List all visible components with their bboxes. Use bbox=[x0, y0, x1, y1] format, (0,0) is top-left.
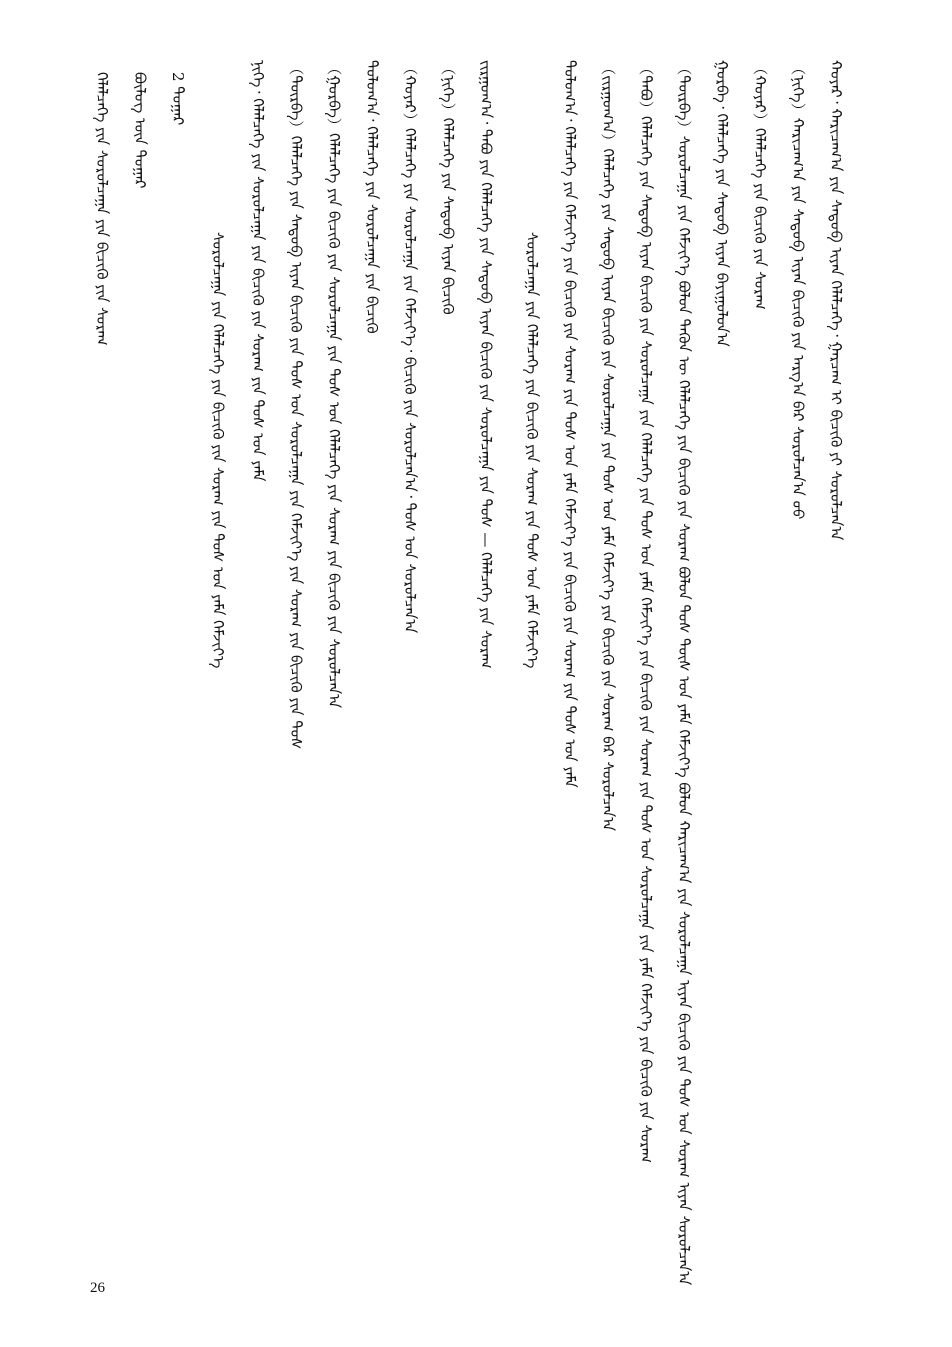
text-line-8: ᠳᠣᠯᠣᠭ᠎ᠠ᠂ ᠬᠡᠯᠡᠯᠴᠡᠭᠡ ᠶᠢᠨ ᠬᠡᠮᠵᠢᠶ᠎ᠡ ᠶᠢᠨ ᠪᠢᠴᠢᠬᠦ ᠶᠢᠨ ᠰᠤᠷᠠᠭ ᠶᠢᠨ ᠲᠤᠰ ᠤᠨ ᠶᠠᠮᠠ ᠬᠡᠮᠵᠢᠶ᠎ᠡ ᠶᠢᠨ ᠪᠢᠴᠢᠬᠦ ᠶᠢᠨ ᠰᠤᠷᠠᠭ ᠶᠢᠨ ᠲᠤᠰ ᠤᠨ ᠶᠠᠮᠠ bbox=[561, 60, 579, 788]
page-number: 26 bbox=[90, 1280, 105, 1296]
text-line-17: ᠰᠤᠷᠤᠯᠴᠠᠭᠠ ᠶᠢᠨ ᠬᠡᠯᠡᠯᠴᠡᠭᠡ ᠶᠢᠨ ᠪᠢᠴᠢᠬᠦ ᠶᠢᠨ ᠰᠤᠷᠠᠭ ᠶᠢᠨ ᠲᠤᠰ ᠤᠨ ᠶᠠᠮᠠ ᠬᠡᠮᠵᠢᠶ᠎ᠡ bbox=[209, 232, 227, 669]
text-line-12: （ᠬᠣᠶᠠᠷ）ᠬᠡᠯᠡᠯᠴᠡᠭᠡ ᠶᠢᠨ ᠰᠤᠷᠤᠯᠴᠠᠭᠠ ᠶᠢᠨ ᠬᠡᠮᠵᠢᠶ᠎ᠡ᠂ ᠪᠢᠴᠢᠬᠦ ᠶᠢᠨ ᠰᠤᠷᠤᠯᠴᠠᠨ᠎ᠠ᠂ ᠲᠤᠰ ᠤᠨ ᠰᠤᠷᠤᠯᠴᠠᠨ᠎ᠠ bbox=[401, 60, 419, 634]
chapter-title: ᠬᠡᠯᠡᠯᠴᠡᠭᠡ ᠶᠢᠨ ᠰᠤᠷᠤᠯᠴᠠᠭᠠ ᠶᠢᠨ ᠪᠢᠴᠢᠬᠦ ᠶᠢᠨ ᠰᠤᠷᠠᠭ bbox=[93, 72, 111, 346]
chapter-label: ᠪᠦᠯᠦᠭ ᠦᠨ ᠳᠤᠭᠠᠷ bbox=[131, 72, 149, 189]
text-line-7: （ᠵᠢᠷᠭᠤᠭ᠎ᠠ）ᠬᠡᠯᠡᠯᠴᠡᠭᠡ ᠶᠢᠨ ᠰᠡᠳᠦᠪ ᠢᠶᠡᠨ ᠪᠢᠴᠢᠬᠦ ᠶᠢᠨ ᠰᠤᠷᠤᠯᠴᠠᠭᠠ ᠶᠢᠨ ᠲᠤᠰ ᠤᠨ ᠶᠠᠮᠠ ᠬᠡᠮᠵᠢᠶ᠎ᠡ ᠶᠢᠨ ᠪᠢᠴᠢᠬᠦ ᠶᠢᠨ ᠰᠤᠷᠠᠭ ᠪᠠᠷ ᠰᠤᠷᠤᠯᠴᠠᠨ᠎ᠠ bbox=[599, 60, 617, 832]
chapter-number: 2 ᠳᠤᠭᠠᠷ bbox=[169, 72, 187, 126]
text-line-6: （ᠲᠠᠪᠤ）ᠬᠡᠯᠡᠯᠴᠡᠭᠡ ᠶᠢᠨ ᠰᠡᠳᠦᠪ ᠢᠶᠡᠨ ᠪᠢᠴᠢᠬᠦ ᠶᠢᠨ ᠰᠤᠷᠤᠯᠴᠠᠭᠠ ᠶᠢᠨ ᠬᠡᠯᠡᠯᠴᠡᠭᠡ ᠶᠢᠨ ᠲᠤᠰ ᠤᠨ ᠶᠠᠮᠠ ᠬᠡᠮᠵᠢᠶ᠎ᠡ ᠶᠢᠨ ᠪᠢᠴᠢᠬᠦ ᠶᠢᠨ ᠰᠤᠷᠠᠭ ᠶᠢᠨ ᠲᠤᠰ ᠤᠨ ᠰᠤᠷᠤᠯᠴᠠᠭᠠ ᠶᠢᠨ ᠶᠠᠮᠠ ᠬᠡᠮᠵᠢᠶ᠎ᠡ ᠶᠢᠨ ᠪᠢᠴᠢᠬᠦ ᠶᠢᠨ ᠰᠤᠷᠠᠭ bbox=[637, 60, 655, 1163]
text-line-16: ᠨᠢᠭᠡ᠂ ᠬᠡᠯᠡᠯᠴᠡᠭᠡ ᠶᠢᠨ ᠰᠤᠷᠤᠯᠴᠠᠭᠠ ᠶᠢᠨ ᠪᠢᠴᠢᠬᠦ ᠶᠢᠨ ᠰᠤᠷᠠᠭ ᠶᠢᠨ ᠲᠤᠰ ᠤᠨ ᠶᠠᠮᠠ bbox=[249, 60, 267, 482]
text-line-10: ᠵᠢᠷᠭᠤᠭ᠎ᠠ᠂ ᠲᠠᠪᠤ ᠶᠢᠨ ᠬᠡᠯᠡᠯᠴᠡᠭᠡ ᠶᠢᠨ ᠰᠡᠳᠦᠪ ᠢᠶᠡᠨ ᠪᠢᠴᠢᠬᠦ ᠶᠢᠨ ᠰᠤᠷᠤᠯᠴᠠᠭᠠ ᠶᠢᠨ ᠲᠤᠰ — ᠬᠡᠯᠡᠯᠴᠡᠭᠡ ᠶᠢᠨ ᠰᠤᠷᠠᠭ bbox=[477, 60, 495, 669]
text-line-13: ᠳᠣᠯᠣᠭ᠎ᠠ᠂ ᠬᠡᠯᠡᠯᠴᠡᠭᠡ ᠶᠢᠨ ᠰᠤᠷᠤᠯᠴᠠᠭᠠ ᠶᠢᠨ ᠪᠢᠴᠢᠬᠦ bbox=[363, 60, 381, 334]
text-line-14: （ᠭᠤᠷᠪᠠ）ᠬᠡᠯᠡᠯᠴᠡᠭᠡ ᠶᠢᠨ ᠪᠢᠴᠢᠬᠦ ᠶᠢᠨ ᠰᠤᠷᠤᠯᠴᠠᠭᠠ ᠶᠢᠨ ᠲᠤᠰ ᠤᠨ ᠬᠡᠯᠡᠯᠴᠡᠭᠡ ᠶᠢᠨ ᠰᠤᠷᠠᠭ ᠶᠢᠨ ᠪᠢᠴᠢᠬᠦ ᠶᠢᠨ ᠰᠤᠷᠤᠯᠴᠠᠨ᠎ᠠ bbox=[325, 60, 343, 709]
text-line-3: （ᠬᠣᠶᠠᠷ）ᠬᠡᠯᠡᠯᠴᠡᠭᠡ ᠶᠢᠨ ᠪᠢᠴᠢᠬᠦ ᠶᠢᠨ ᠰᠤᠷᠠᠭ bbox=[751, 60, 769, 310]
text-line-4: ᠭᠤᠷᠪᠠ᠂ ᠬᠡᠯᠡᠯᠴᠡᠭᠡ ᠶᠢᠨ ᠰᠡᠳᠦᠪ ᠢᠶᠡᠨ ᠪᠠᠶᠢᠭᠤᠯᠤᠨ᠎ᠠ bbox=[713, 60, 731, 347]
text-line-9: ᠰᠤᠷᠤᠯᠴᠠᠭᠠ ᠶᠢᠨ ᠬᠡᠯᠡᠯᠴᠡᠭᠡ ᠶᠢᠨ ᠪᠢᠴᠢᠬᠦ ᠶᠢᠨ ᠰᠤᠷᠠᠭ ᠶᠢᠨ ᠲᠤᠰ ᠤᠨ ᠶᠠᠮᠠ ᠬᠡᠮᠵᠢᠶ᠎ᠡ bbox=[523, 232, 541, 669]
text-line-11: （ᠨᠢᠭᠡ）ᠬᠡᠯᠡᠯᠴᠡᠭᠡ ᠶᠢᠨ ᠰᠡᠳᠦᠪ ᠢᠶᠡᠨ ᠪᠢᠴᠢᠬᠦ bbox=[439, 60, 457, 315]
text-line-1: ᠬᠣᠶᠠᠷ᠂ ᠬᠠᠷᠢᠴᠠᠭ᠎ᠠ ᠶᠢᠨ ᠰᠡᠳᠦᠪ ᠢᠶᠡᠨ ᠬᠡᠯᠡᠯᠴᠡᠭᠡ᠂ ᠭᠠᠷᠴᠠᠭ ᠢ ᠪᠢᠴᠢᠬᠦ ᠶᠢ ᠰᠤᠷᠤᠯᠴᠠᠨ᠎ᠠ bbox=[827, 60, 845, 541]
text-line-2: （ᠨᠢᠭᠡ）ᠬᠠᠷᠢᠴᠠᠭ᠎ᠠ ᠶᠢᠨ ᠰᠡᠳᠦᠪ ᠢᠶᠡᠨ ᠪᠢᠴᠢᠬᠦ ᠶᠢᠨ ᠠᠷᠭ᠎ᠠ ᠪᠠᠷ ᠰᠤᠷᠤᠯᠴᠠᠨ᠎ᠠ ᠤᠤ bbox=[789, 60, 807, 520]
text-line-5: （ᠳᠥᠷᠪᠡ）ᠰᠤᠷᠤᠯᠴᠠᠭᠠ ᠶᠢᠨ ᠬᠡᠮᠵᠢᠶ᠎ᠡ ᠪᠤᠯᠤᠨ ᠲᠡᠭᠦᠨ ᠦ ᠬᠡᠯᠡᠯᠴᠡᠭᠡ ᠶᠢᠨ ᠪᠢᠴᠢᠬᠦ ᠶᠢᠨ ᠰᠤᠷᠠᠭ ᠪᠣᠯᠤᠨ ᠲᠤᠰ ᠲᠦᠰ ᠤᠨ ᠶᠠᠮᠠ ᠬᠡᠮᠵᠢᠶ᠎ᠡ ᠪᠣᠯᠤᠨ ᠬᠠᠷᠢᠴᠠᠭ᠎ᠠ ᠶᠢᠨ ᠰᠤᠷᠤᠯᠴᠠᠭᠠ ᠢᠶᠡᠨ ᠪᠢᠴᠢᠬᠦ ᠶᠢᠨ ᠲᠤᠰ ᠤᠨ ᠰᠤᠷᠠᠭ ᠢᠶᠡᠨ ᠰᠤᠷᠤᠯᠴᠠᠨ᠎ᠠ bbox=[675, 60, 693, 1286]
text-line-15: （ᠳᠥᠷᠪᠡ）ᠬᠡᠯᠡᠯᠴᠡᠭᠡ ᠶᠢᠨ ᠰᠡᠳᠦᠪ ᠢᠶᠡᠨ ᠪᠢᠴᠢᠬᠦ ᠶᠢᠨ ᠲᠤᠰ ᠤᠨ ᠰᠤᠷᠤᠯᠴᠠᠭᠠ ᠶᠢᠨ ᠬᠡᠮᠵᠢᠶ᠎ᠡ ᠶᠢᠨ ᠰᠤᠷᠠᠭ ᠶᠢᠨ ᠪᠢᠴᠢᠬᠦ ᠶᠢᠨ ᠲᠤᠰ bbox=[287, 60, 305, 750]
